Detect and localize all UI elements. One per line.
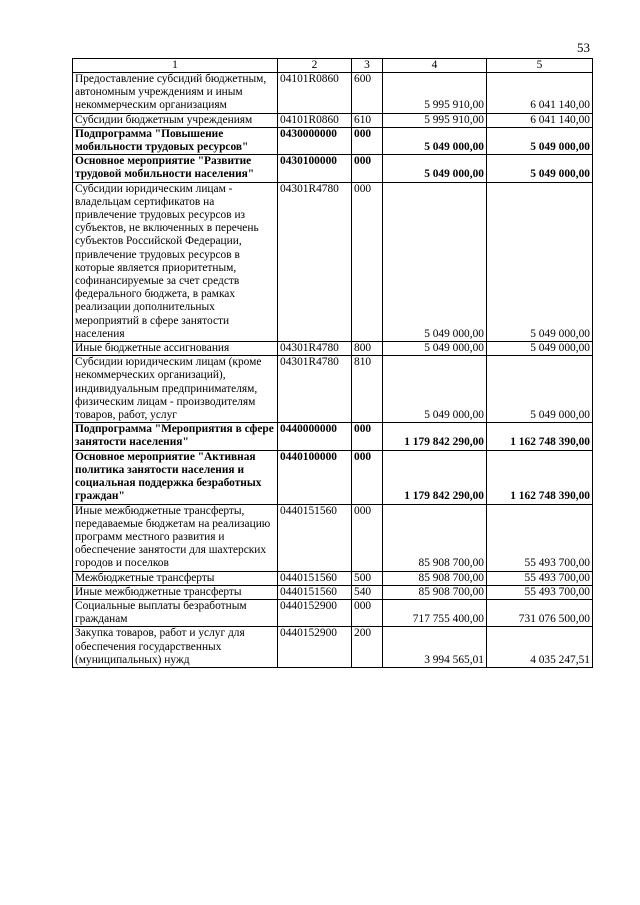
row-amount-5-cell: 55 493 700,00	[487, 504, 593, 571]
row-target-article-cell: 0440100000	[278, 450, 352, 504]
row-expense-type-cell: 500	[352, 571, 383, 585]
row-amount-5-cell: 1 162 748 390,00	[487, 423, 593, 450]
row-amount-4-cell: 85 908 700,00	[383, 504, 487, 571]
row-name-cell: Предоставление субсидий бюджетным, автономным учреждениям и иным некоммерческим организациям	[73, 73, 278, 114]
row-expense-type-cell: 000	[352, 599, 383, 626]
table-row	[73, 504, 593, 571]
row-expense-type-cell: 610	[352, 113, 383, 127]
row-amount-5-cell: 6 041 140,00	[487, 113, 593, 127]
column-header: 5	[487, 59, 593, 73]
row-amount-5-cell: 5 049 000,00	[487, 342, 593, 356]
row-target-article-cell: 0440151560	[278, 504, 352, 571]
row-expense-type-cell: 200	[352, 627, 383, 668]
row-name-cell: Иные бюджетные ассигнования	[73, 342, 278, 356]
row-name-cell: Иные межбюджетные трансферты, передаваемые бюджетам на реализацию программ местного развития и обеспечение занятости для шахтерских городов и поселков	[73, 504, 278, 571]
row-amount-5-cell: 5 049 000,00	[487, 356, 593, 423]
table-row	[73, 356, 593, 423]
row-amount-5-cell: 731 076 500,00	[487, 599, 593, 626]
row-amount-4-cell: 5 049 000,00	[383, 356, 487, 423]
row-name-cell: Основное мероприятие "Активная политика занятости населения и социальная поддержка безработных граждан"	[73, 450, 278, 504]
row-target-article-cell: 0430100000	[278, 155, 352, 182]
row-expense-type-cell: 000	[352, 182, 383, 341]
row-name-cell: Субсидии юридическим лицам (кроме некоммерческих организаций), индивидуальным предпринимателям, физическим лицам - производителям товаров, работ, услуг	[73, 356, 278, 423]
column-header: 2	[278, 59, 352, 73]
budget-table	[72, 58, 593, 668]
table-row	[73, 155, 593, 182]
row-name-cell: Подпрограмма "Мероприятия в сфере занятости населения"	[73, 423, 278, 450]
row-amount-5-cell: 5 049 000,00	[487, 155, 593, 182]
row-amount-4-cell: 5 049 000,00	[383, 127, 487, 154]
row-expense-type-cell: 600	[352, 73, 383, 114]
page-number: 53	[577, 40, 590, 55]
row-name-cell: Межбюджетные трансферты	[73, 571, 278, 585]
row-expense-type-cell: 000	[352, 450, 383, 504]
row-amount-4-cell: 1 179 842 290,00	[383, 423, 487, 450]
row-amount-5-cell: 1 162 748 390,00	[487, 450, 593, 504]
row-target-article-cell: 0430000000	[278, 127, 352, 154]
row-name-cell: Подпрограмма "Повышение мобильности трудовых ресурсов"	[73, 127, 278, 154]
table-row	[73, 342, 593, 356]
row-amount-5-cell: 55 493 700,00	[487, 571, 593, 585]
table-body	[73, 73, 593, 668]
table-row	[73, 450, 593, 504]
table-row	[73, 585, 593, 599]
row-expense-type-cell: 000	[352, 155, 383, 182]
row-expense-type-cell: 540	[352, 585, 383, 599]
row-target-article-cell: 0440151560	[278, 571, 352, 585]
row-amount-5-cell: 5 049 000,00	[487, 127, 593, 154]
row-amount-5-cell: 5 049 000,00	[487, 182, 593, 341]
table-row	[73, 627, 593, 668]
table-row	[73, 182, 593, 341]
row-amount-4-cell: 5 049 000,00	[383, 155, 487, 182]
row-expense-type-cell: 800	[352, 342, 383, 356]
row-amount-5-cell: 55 493 700,00	[487, 585, 593, 599]
row-name-cell: Основное мероприятие "Развитие трудовой мобильности населения"	[73, 155, 278, 182]
row-expense-type-cell: 000	[352, 423, 383, 450]
row-amount-4-cell: 5 049 000,00	[383, 342, 487, 356]
row-target-article-cell: 04301R4780	[278, 342, 352, 356]
row-amount-4-cell: 1 179 842 290,00	[383, 450, 487, 504]
row-name-cell: Закупка товаров, работ и услуг для обеспечения государственных (муниципальных) нужд	[73, 627, 278, 668]
row-expense-type-cell: 000	[352, 127, 383, 154]
table-row	[73, 113, 593, 127]
row-target-article-cell: 04101R0860	[278, 73, 352, 114]
row-amount-5-cell: 4 035 247,51	[487, 627, 593, 668]
table-header-row	[73, 59, 593, 73]
column-header: 4	[383, 59, 487, 73]
row-amount-4-cell: 3 994 565,01	[383, 627, 487, 668]
row-expense-type-cell: 810	[352, 356, 383, 423]
row-target-article-cell: 04301R4780	[278, 356, 352, 423]
table-row	[73, 599, 593, 626]
row-name-cell: Социальные выплаты безработным гражданам	[73, 599, 278, 626]
row-amount-4-cell: 717 755 400,00	[383, 599, 487, 626]
row-expense-type-cell: 000	[352, 504, 383, 571]
row-name-cell: Субсидии бюджетным учреждениям	[73, 113, 278, 127]
row-amount-4-cell: 85 908 700,00	[383, 585, 487, 599]
table-row	[73, 571, 593, 585]
row-target-article-cell: 0440000000	[278, 423, 352, 450]
row-amount-5-cell: 6 041 140,00	[487, 73, 593, 114]
row-target-article-cell: 04101R0860	[278, 113, 352, 127]
table-row	[73, 127, 593, 154]
row-name-cell: Иные межбюджетные трансферты	[73, 585, 278, 599]
row-target-article-cell: 0440152900	[278, 599, 352, 626]
row-amount-4-cell: 5 049 000,00	[383, 182, 487, 341]
row-name-cell: Субсидии юридическим лицам - владельцам сертификатов на привлечение трудовых ресурсов из субъектов, не включенных в перечень субъектов Российской Федерации, привлечение трудовых ресурсов в которые является приоритетным, софинансируемые за счет средств федерального бюджета, в рамках реализации дополнительных мероприятий в сфере занятости населения	[73, 182, 278, 341]
row-target-article-cell: 0440151560	[278, 585, 352, 599]
row-target-article-cell: 0440152900	[278, 627, 352, 668]
row-target-article-cell: 04301R4780	[278, 182, 352, 341]
column-header: 3	[352, 59, 383, 73]
table-row	[73, 73, 593, 114]
row-amount-4-cell: 85 908 700,00	[383, 571, 487, 585]
column-header: 1	[73, 59, 278, 73]
table-row	[73, 423, 593, 450]
row-amount-4-cell: 5 995 910,00	[383, 113, 487, 127]
row-amount-4-cell: 5 995 910,00	[383, 73, 487, 114]
